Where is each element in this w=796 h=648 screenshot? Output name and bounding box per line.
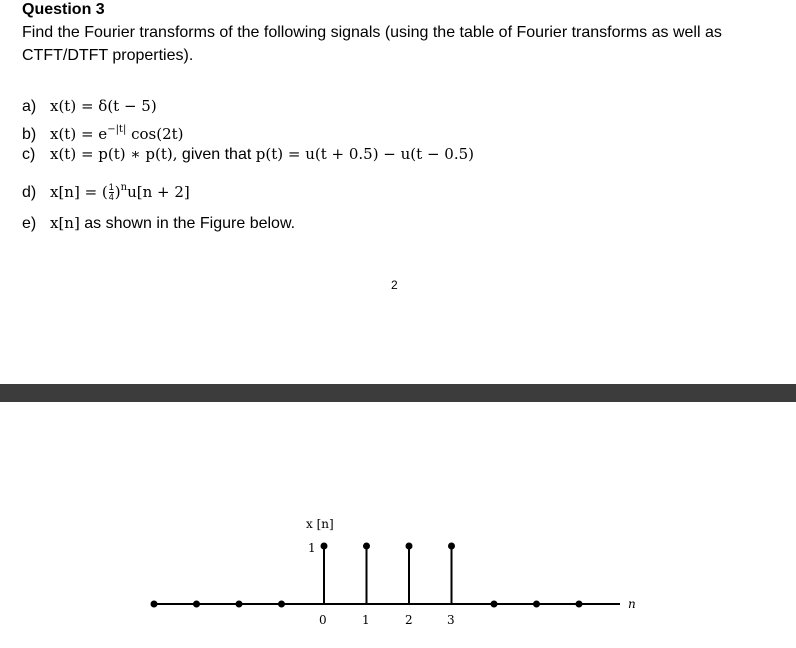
- stem-marker-n0: [321, 543, 328, 550]
- item-b-exponent: −|t|: [107, 124, 127, 135]
- stem-marker-n6: [576, 601, 583, 608]
- stem-marker-n1: [363, 543, 370, 550]
- item-a: [22, 95, 157, 118]
- stem-marker-n-3: [193, 601, 200, 608]
- item-c-expr2: p(t) = u(t + 0.5) − u(t − 0.5): [255, 145, 474, 163]
- item-e-expr: x[n]: [50, 214, 80, 232]
- item-c-label: c): [22, 146, 36, 163]
- question-title: Question 3: [22, 1, 105, 18]
- item-d-frac-num: 1: [108, 182, 114, 193]
- item-d-frac-den: 4: [108, 192, 114, 203]
- item-d-label: d): [22, 184, 37, 201]
- item-d: [22, 177, 190, 204]
- stem-marker-n3: [448, 543, 455, 550]
- stem-marker-n5: [533, 601, 540, 608]
- item-e-text: as shown in the Figure below.: [79, 215, 296, 232]
- x-tick-0: 0: [319, 613, 327, 627]
- stem-marker-n-2: [236, 601, 243, 608]
- item-b-expr-rhs: cos(2t): [126, 125, 184, 143]
- item-a-label: a): [22, 98, 37, 115]
- stem-marker-n4: [491, 601, 498, 608]
- item-e: [22, 212, 295, 235]
- stem-plot-figure: [0, 402, 796, 648]
- stem-series: [151, 543, 583, 608]
- item-d-fraction: [109, 183, 114, 202]
- x-tick-3: 3: [447, 613, 455, 627]
- stem-marker-n2: [406, 543, 413, 550]
- item-c-expr1: x(t) = p(t) ∗ p(t),: [50, 145, 178, 163]
- item-d-expr-mid: ): [114, 183, 121, 201]
- y-tick-label: 1: [308, 541, 316, 555]
- item-c-text: given that: [177, 146, 256, 163]
- question-intro: Find the Fourier transforms of the following signals (using the table of Fourier transforms as well as CTFT/DTFT properties).: [22, 24, 722, 64]
- stem-marker-n-4: [151, 601, 158, 608]
- item-b-label: b): [22, 126, 37, 143]
- item-d-exponent: n: [120, 182, 128, 193]
- item-d-expr-lhs: x[n] = (: [50, 183, 108, 201]
- item-a-expr: x(t) = δ(t − 5): [50, 97, 157, 115]
- y-axis-label: x [n]: [306, 517, 334, 531]
- item-d-expr-rhs: u[n + 2]: [127, 183, 190, 201]
- x-tick-1: 1: [362, 613, 370, 627]
- x-axis-label: n: [628, 597, 636, 611]
- item-b: [22, 119, 184, 146]
- page-separator-bar: [0, 384, 796, 402]
- stem-marker-n-1: [278, 601, 285, 608]
- item-e-label: e): [22, 215, 37, 232]
- item-b-expr-lhs: x(t) = e: [50, 125, 108, 143]
- item-c: [22, 143, 474, 166]
- x-tick-2: 2: [405, 613, 413, 627]
- page-number: 2: [391, 278, 398, 292]
